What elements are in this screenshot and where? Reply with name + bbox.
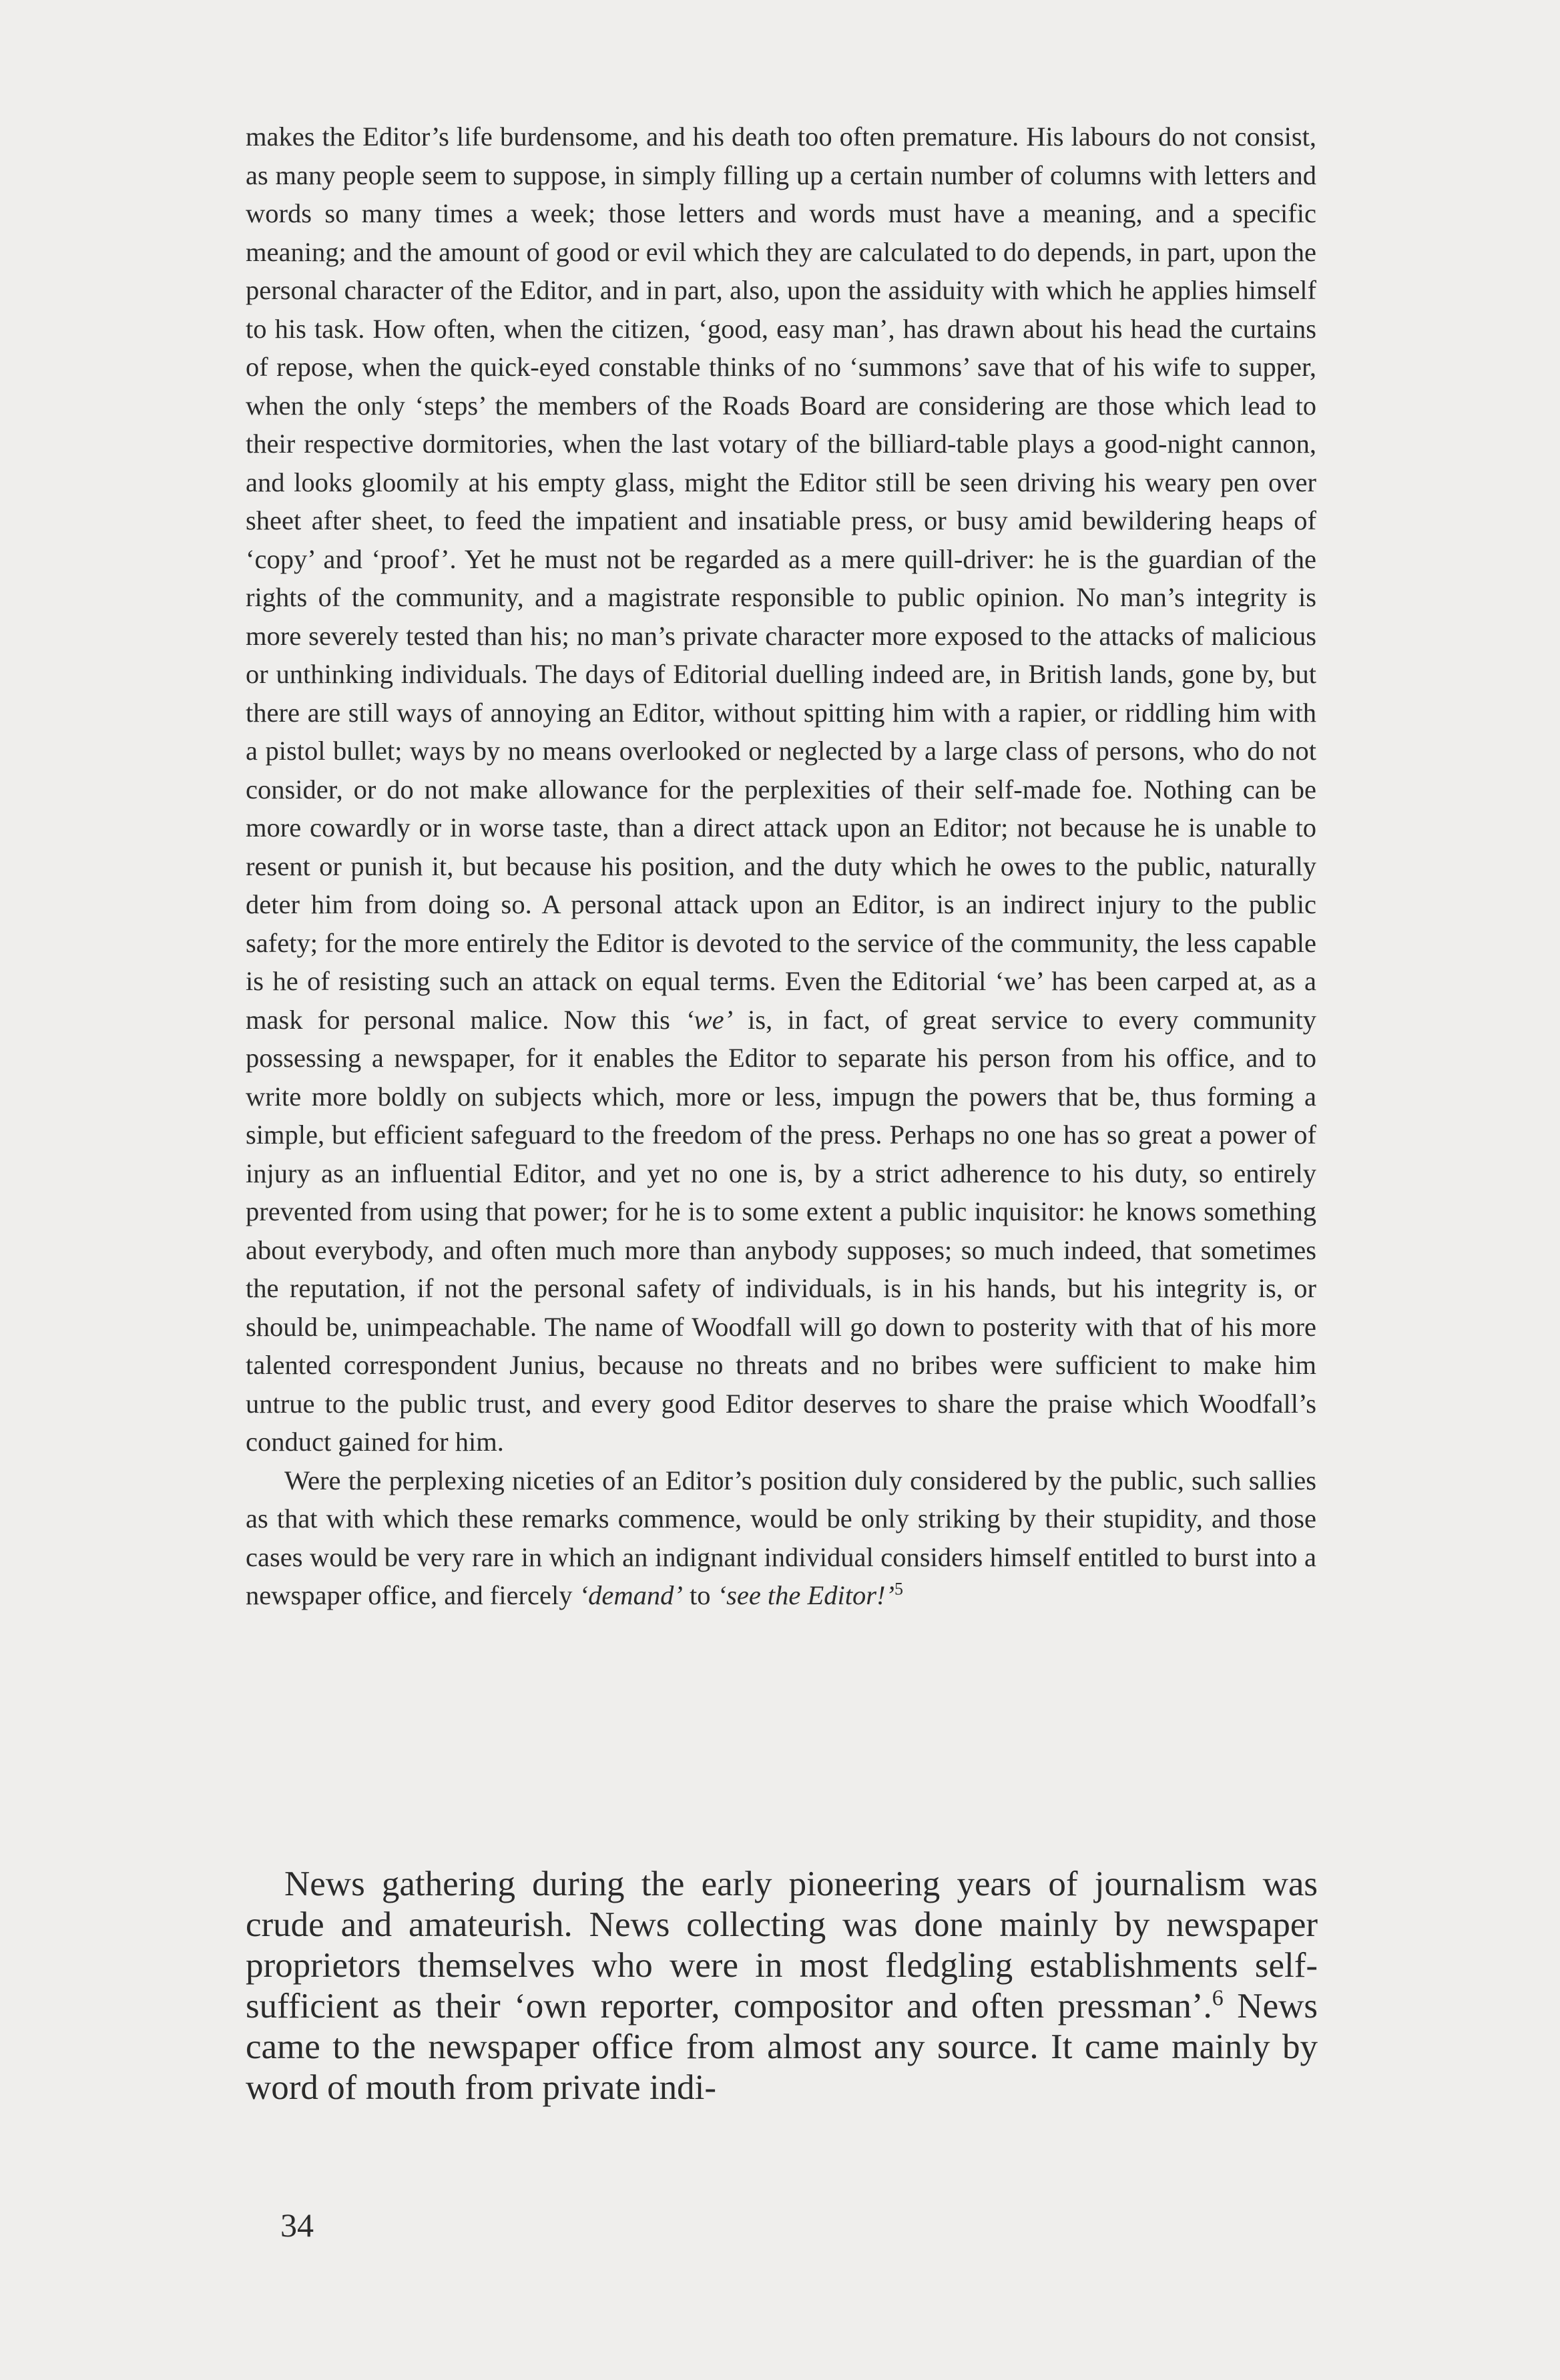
quote-p2-text-a: Were the perplexing niceties of an Editor’s position duly considered by the public, such sallies as that with which these remarks commence, would be only striking by their stupidity, and those cases would be very rare in which an indignant individual considers himself entitled to burst into a newspaper office, and fiercely bbox=[246, 1465, 1316, 1610]
body-text-a: News gathering during the early pioneering years of journalism was crude and amateurish. News collecting was done mainly by newspaper proprietors themselves who were in most fledgling establishments self-sufficient as their ‘own reporter, compositor and often pressman’. bbox=[246, 1865, 1318, 2026]
quote-paragraph-2 bbox=[246, 1461, 1316, 1615]
body-paragraph bbox=[246, 1864, 1318, 2108]
body-text bbox=[246, 1864, 1318, 2108]
quote-see-editor-italic: ‘see the Editor!’ bbox=[717, 1580, 895, 1610]
quote-paragraph-1 bbox=[246, 117, 1316, 1461]
quote-p1-text-a: makes the Editor’s life burdensome, and his death too often premature. His labours do not consist, as many people seem to suppose, in simply filling up a certain number of columns with letters and words so many times a week; those letters and words must have a meaning, and a specific meaning; and the amount of good or evil which they are calculated to do depends, in part, upon the personal character of the Editor, and in part, also, upon the assiduity with which he applies himself to his task. How often, when the citizen, ‘good, easy man’, has drawn about his head the curtains of repose, when the quick-eyed constable thinks of no ‘summons’ save that of his wife to supper, when the only ‘steps’ the members of the Roads Board are considering are those which lead to their respective dormitories, when the last votary of the billiard-table plays a good-night cannon, and looks gloomily at his empty glass, might the Editor still be seen driving his weary pen over sheet after sheet, to feed the impatient and insatiable press, or busy amid bewildering heaps of ‘copy’ and ‘proof’. Yet he must not be regarded as a mere quill-driver: he is the guardian of the rights of the community, and a magistrate responsible to public opinion. No man’s integrity is more severely tested than his; no man’s private character more exposed to the attacks of malicious or unthinking individuals. The days of Editorial duelling indeed are, in British lands, gone by, but there are still ways of annoying an Editor, without spitting him with a rapier, or riddling him with a pistol bullet; ways by no means overlooked or neglected by a large class of persons, who do not consider, or do not make allowance for the perplexities of their self-made foe. Nothing can be more cowardly or in worse taste, than a direct attack upon an Editor; not because he is unable to resent or punish it, but because his position, and the duty which he owes to the public, naturally deter him from doing so. A personal attack upon an Editor, is an indirect injury to the public safety; for the more entirely the Editor is devoted to the service of the community, the less capable is he of resisting such an attack on equal terms. Even the Editorial ‘we’ has been carped at, as a mask for personal malice. Now this bbox=[246, 122, 1316, 1035]
footnote-ref-6: 6 bbox=[1212, 1985, 1224, 2011]
quote-p2-to: to bbox=[682, 1580, 718, 1610]
page-number: 34 bbox=[280, 2206, 314, 2244]
quote-we-italic: ‘we’ bbox=[685, 1004, 734, 1035]
footnote-ref-5: 5 bbox=[894, 1579, 904, 1599]
body-text-b: News came to the newspaper office from almost any source. It came mainly by word of mouth from private indi- bbox=[246, 1987, 1318, 2107]
block-quotation bbox=[246, 117, 1316, 1615]
quote-p1-text-b: is, in fact, of great service to every community possessing a newspaper, for it enables the Editor to separate his person from his office, and to write more boldly on subjects which, more or less, impugn the powers that be, thus forming a simple, but efficient safeguard to the freedom of the press. Perhaps no one has so great a power of injury as an influential Editor, and yet no one is, by a strict adherence to his duty, so entirely prevented from using that power; for he is to some extent a public inquisitor: he knows something about everybody, and often much more than anybody supposes; so much indeed, that sometimes the reputation, if not the personal safety of individuals, is in his hands, but his integrity is, or should be, unimpeachable. The name of Woodfall will go down to posterity with that of his more talented correspondent Junius, because no threats and no bribes were sufficient to make him untrue to the public trust, and every good Editor deserves to share the praise which Woodfall’s conduct gained for him. bbox=[246, 1004, 1316, 1457]
quote-demand-italic: ‘demand’ bbox=[579, 1580, 683, 1610]
